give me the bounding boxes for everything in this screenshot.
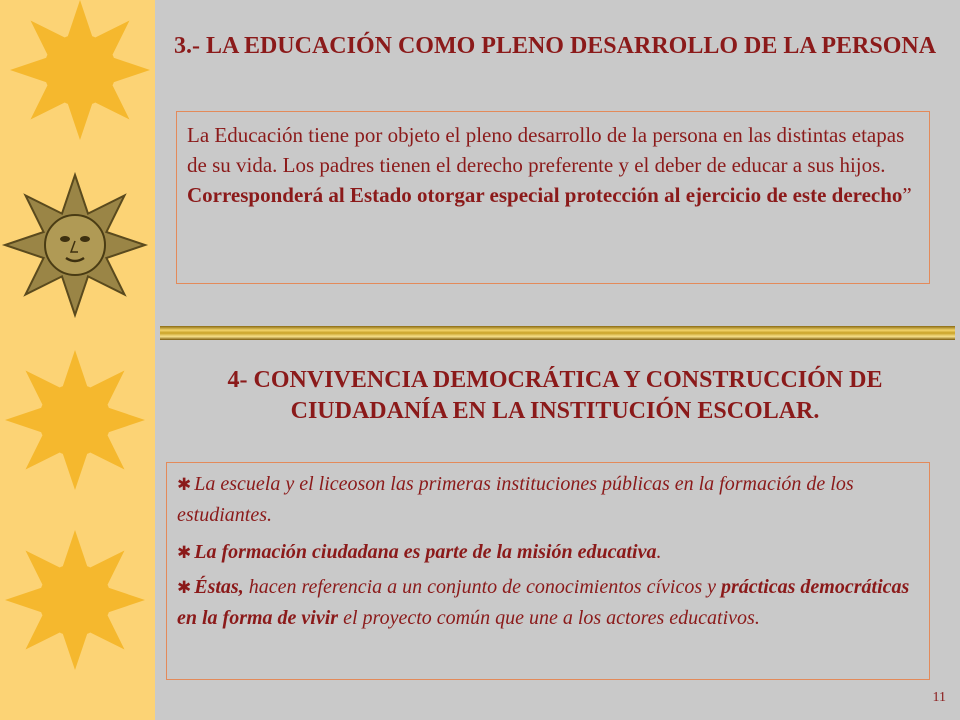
star-bullet-icon: ✱	[177, 475, 192, 494]
bullet-item	[177, 469, 921, 531]
bullet-item	[177, 537, 921, 568]
bullet-text: el proyecto común que une a los actores educativos.	[338, 607, 760, 629]
section-title-democracy: 4- CONVIVENCIA DEMOCRÁTICA Y CONSTRUCCIÓN DE CIUDADANÍA EN LA INSTITUCIÓN ESCOLAR.	[227, 367, 883, 424]
page-number: 11	[932, 690, 946, 705]
sun-sidebar	[0, 0, 155, 720]
sun-icon	[10, 0, 150, 140]
star-bullet-icon: ✱	[177, 578, 192, 597]
sun-icon	[5, 530, 145, 670]
bullet-item	[177, 572, 921, 634]
quote-bold-text: Corresponderá al Estado otorgar especial protección al ejercicio de este derecho	[187, 183, 903, 207]
bullet-bold-text: Éstas,	[194, 576, 244, 598]
metal-sun-face-icon	[5, 175, 145, 315]
quote-text: La Educación tiene por objeto el pleno desarrollo de la persona en las distintas etapas de su vida. Los padres tienen el derecho preferente y el deber de educar a sus hijos.	[187, 123, 905, 177]
quote-close-mark: ”	[902, 183, 912, 207]
education-quote-box	[176, 111, 930, 284]
star-bullet-icon: ✱	[177, 543, 192, 562]
bullet-end: .	[656, 541, 662, 563]
section-title-education: 3.- LA EDUCACIÓN COMO PLENO DESARROLLO DE LA PERSONA	[173, 33, 937, 59]
sun-pattern	[0, 0, 155, 720]
gold-divider	[160, 323, 955, 343]
bullet-bold-text: La formación ciudadana es parte de la misión educativa	[194, 541, 657, 563]
bullet-bold-text: prácticas democráticas en la forma de vivir	[177, 576, 910, 629]
sun-icon	[5, 350, 145, 490]
bullet-text: hacen referencia a un conjunto de conocimientos cívicos y	[243, 576, 721, 598]
bullet-text: La escuela y el liceoson las primeras instituciones públicas en la formación de los estudiantes.	[177, 473, 854, 526]
bullet-list-box	[166, 462, 930, 680]
